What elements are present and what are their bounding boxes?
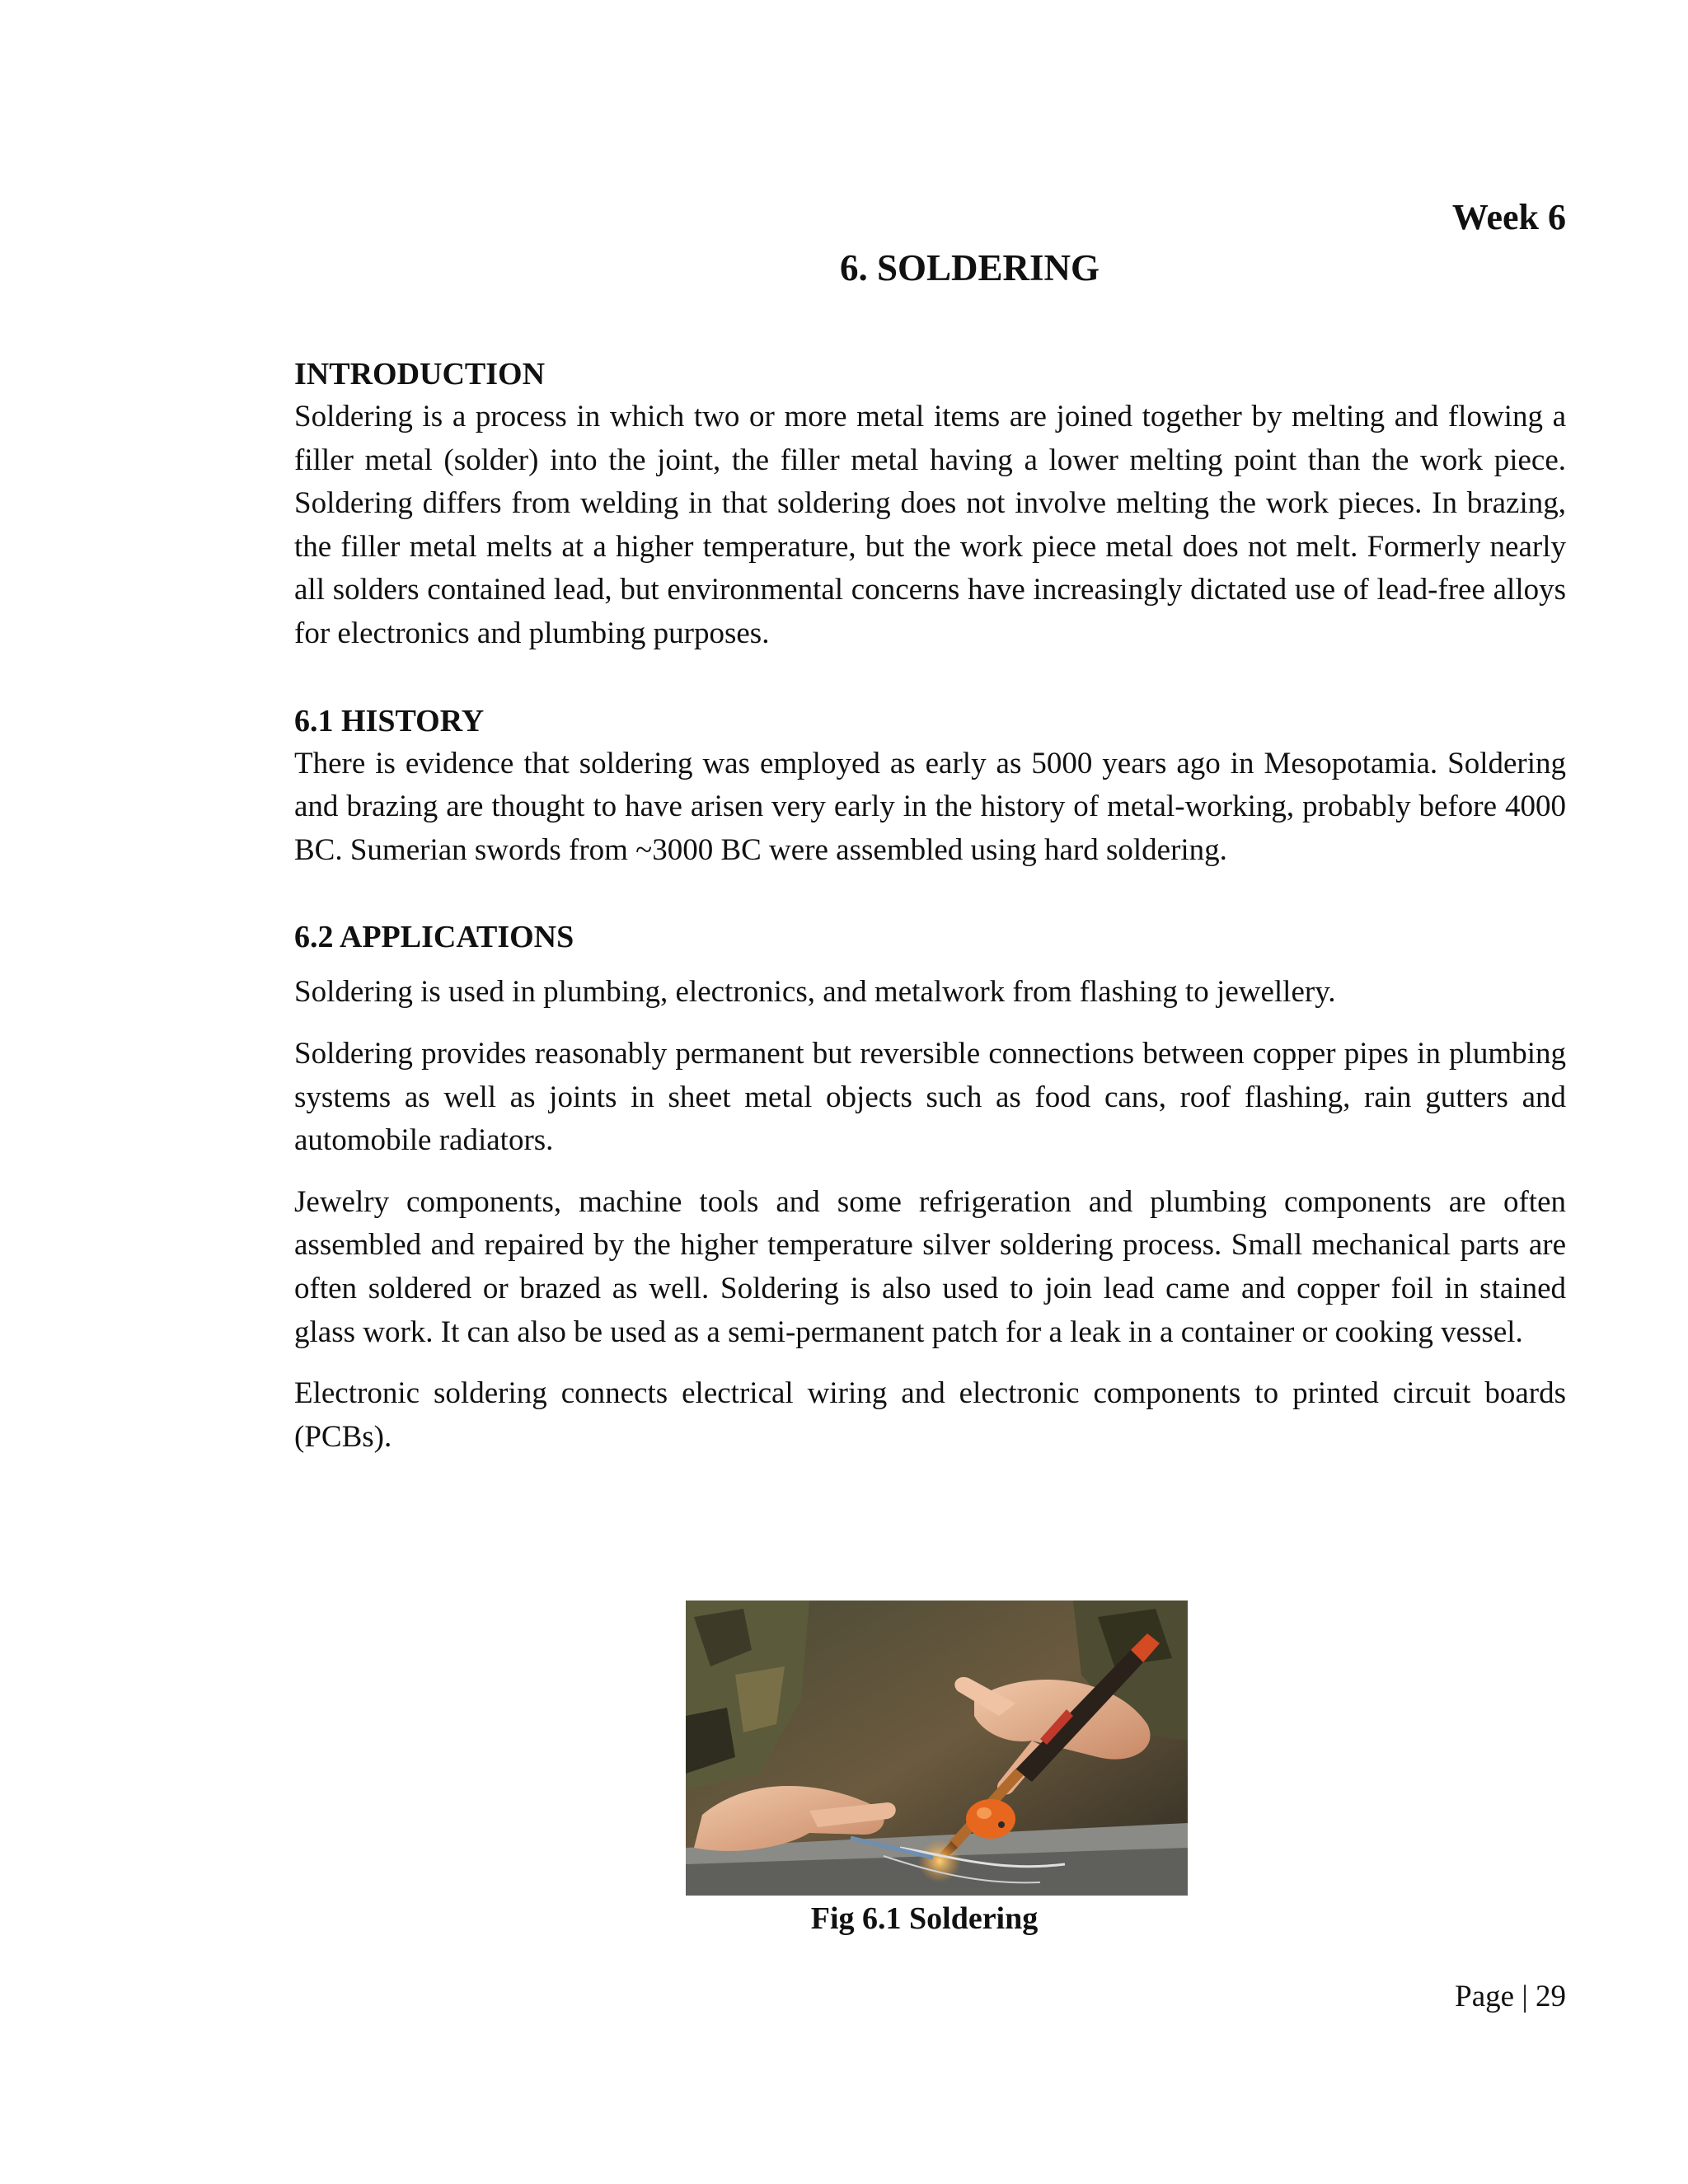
chapter-title: 6. SOLDERING [839, 247, 1100, 288]
history-heading: 6.1 HISTORY [294, 703, 485, 738]
applications-paragraph-1: Soldering is used in plumbing, electronics, and metalwork from flashing to jewellery. [294, 975, 1336, 1010]
introduction-paragraph: Soldering is a process in which two or more metal items are joined together by melting and flowing a filler metal (solder) into the joint, the filler metal having a lower melting point than the work piece. Soldering differs from welding in that soldering does not involve melting the work pieces. In brazing, the filler metal melts at a higher temperature, but the work piece metal does not melt. Formerly nearly all solders contained lead, but environmental concerns have increasingly dictated use of lead-free alloys for electronics and plumbing purposes. [294, 400, 1566, 650]
soldering-photo-illustration [686, 1601, 1188, 1896]
introduction-heading: INTRODUCTION [294, 357, 546, 391]
figure-caption: Fig 6.1 Soldering [810, 1901, 1039, 1936]
main-content [294, 353, 1566, 1459]
history-paragraph: There is evidence that soldering was employed as early as 5000 years ago in Mesopotamia. Soldering and brazing are thought to have arisen very early in the history of metal-working, probably before 4000 BC. Sumerian swords from ~3000 BC were assembled using hard soldering. [294, 746, 1566, 867]
applications-paragraph-2: Soldering provides reasonably permanent but reversible connections between copper pipes in plumbing systems as well as joints in sheet metal objects such as food cans, roof flashing, rain gutters and automobile radiators. [294, 1036, 1566, 1158]
applications-paragraph-3: Jewelry components, machine tools and some refrigeration and plumbing components are often assembled and repaired by the higher temperature silver soldering process. Small mechanical parts are often soldered or brazed as well. Soldering is also used to join lead came and copper foil in stained glass work. It can also be used as a semi-permanent patch for a leak in a container or cooking vessel. [294, 1184, 1566, 1349]
page-number: Page | 29 [1455, 1980, 1566, 2013]
week-label: Week 6 [1451, 197, 1566, 237]
soldering-photo [686, 1601, 1188, 1896]
applications-paragraph-4: Electronic soldering connects electrical wiring and electronic components to printed circuit boards (PCBs). [294, 1376, 1566, 1454]
applications-heading: 6.2 APPLICATIONS [294, 920, 574, 955]
